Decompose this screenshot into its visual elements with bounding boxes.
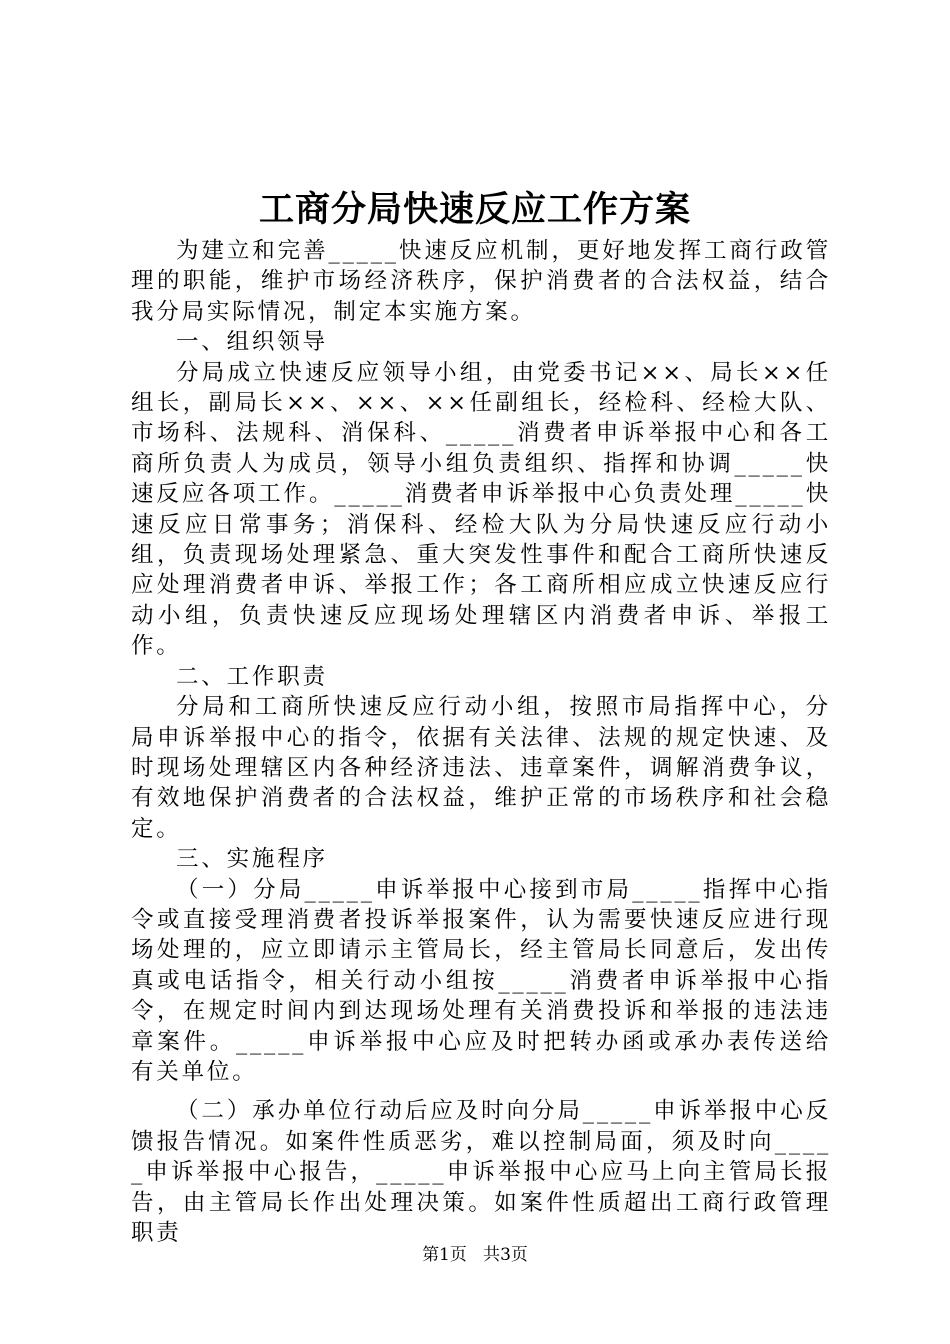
document-body xyxy=(131,236,831,1248)
page-number: 第1页 xyxy=(422,1245,467,1265)
organization-paragraph: 分局成立快速反应领导小组，由党委书记××、局长××任组长，副局长××、××、××任副组长，经检科、经检大队、市场科、法规科、消保科、_____消费者申诉举报中心和各工商所负责人为成员，领导小组负责组织、指挥和协调_____快速反应各项工作。_____消费者申诉举报中心负责处理_____快速反应日常事务；消保科、经检大队为分局快速反应行动小组，负责现场处理紧急、重大突发性事件和配合工商所快速反应处理消费者申诉、举报工作；各工商所相应成立快速反应行动小组，负责快速反应现场处理辖区内消费者申诉、举报工作。 xyxy=(131,359,831,660)
section-heading-duties: 二、工作职责 xyxy=(176,663,328,690)
section-heading-procedure: 三、实施程序 xyxy=(176,846,328,873)
document-title: 工商分局快速反应工作方案 xyxy=(258,189,691,230)
page-footer xyxy=(0,1244,950,1266)
duties-paragraph: 分局和工商所快速反应行动小组，按照市局指挥中心，分局申诉举报中心的指令，依据有关法律、法规的规定快速、及时现场处理辖区内各种经济违法、违章案件，调解消费争议，有效地保护消费者的合法权益，维护正常的市场秩序和社会稳定。 xyxy=(131,694,831,842)
total-pages: 共3页 xyxy=(483,1245,528,1265)
intro-paragraph: 为建立和完善_____快速反应机制，更好地发挥工商行政管理的职能，维护市场经济秩序，保护消费者的合法权益，结合我分局实际情况，制定本实施方案。 xyxy=(131,238,831,325)
page-separator xyxy=(472,1245,477,1265)
procedure-item-1: （一）分局_____申诉举报中心接到市局_____指挥中心指令或直接受理消费者投诉举报案件，认为需要快速反应进行现场处理的，应立即请示主管局长，经主管局长同意后，发出传真或电话指令，相关行动小组按_____消费者申诉举报中心指令，在规定时间内到达现场处理有关消费投诉和举报的违法违章案件。_____申诉举报中心应及时把转办函或承办表传送给有关单位。 xyxy=(131,876,831,1085)
procedure-item-2: （二）承办单位行动后应及时向分局_____申诉举报中心反馈报告情况。如案件性质恶劣，难以控制局面，须及时向_____申诉举报中心报告，_____申诉举报中心应马上向主管局长报告，由主管局长作出处理决策。如案件性质超出工商行政管理职责 xyxy=(131,1098,831,1246)
section-heading-organization: 一、组织领导 xyxy=(176,329,328,356)
